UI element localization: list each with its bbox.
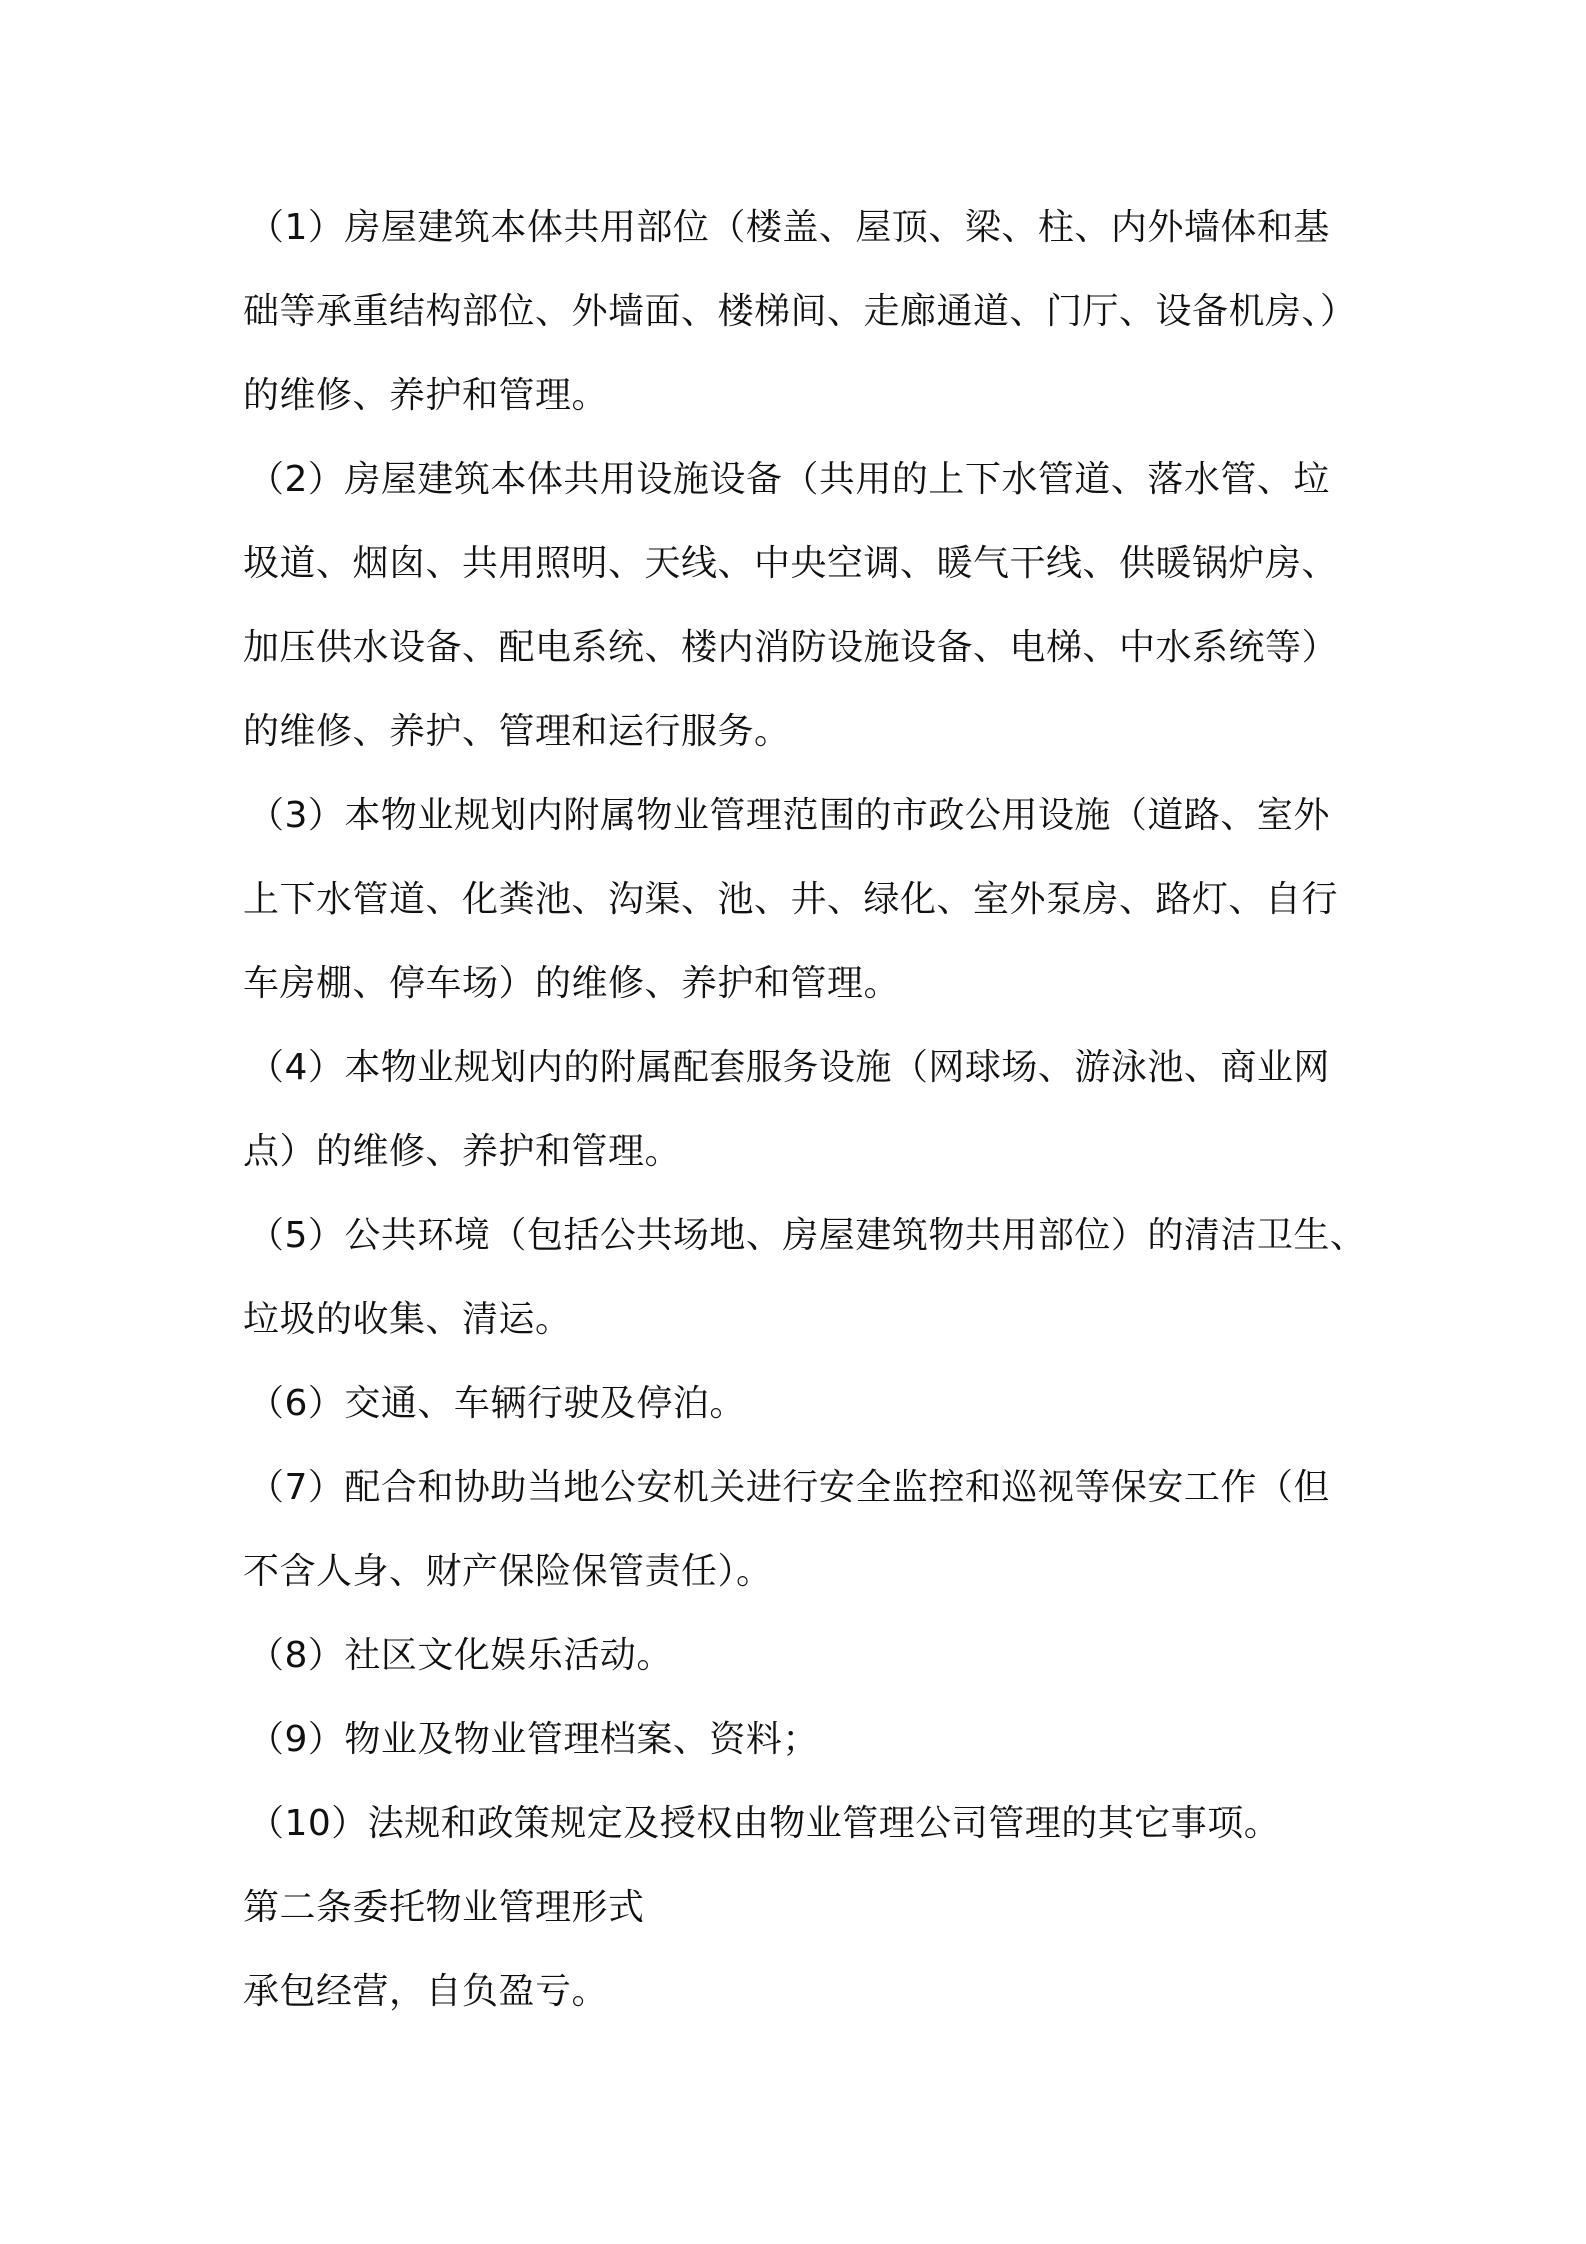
clause-10-line-1: （10）法规和政策规定及授权由物业管理公司管理的其它事项。 — [248, 1803, 1281, 1844]
clause-3-line-3: 车房棚、停车场）的维修、养护和管理。 — [243, 963, 901, 1004]
clause-3-line-1: （3）本物业规划内附属物业管理范围的市政公用设施（道路、室外 — [248, 795, 1330, 836]
clause-2-line-4: 的维修、养护、管理和运行服务。 — [243, 711, 791, 752]
clause-2-line-1: （2）房屋建筑本体共用设施设备（共用的上下水管道、落水管、垃 — [248, 459, 1330, 500]
section-body: 承包经营，自负盈亏。 — [243, 1971, 609, 2012]
clause-2-line-3: 加压供水设备、配电系统、楼内消防设施设备、电梯、中水系统等） — [243, 627, 1339, 668]
clause-7-line-2: 不含人身、财产保险保管责任）。 — [243, 1551, 773, 1592]
clause-7-line-1: （7）配合和协助当地公安机关进行安全监控和巡视等保安工作（但 — [248, 1467, 1330, 1508]
clause-4-line-2: 点）的维修、养护和管理。 — [243, 1131, 682, 1172]
clause-2-line-2: 圾道、烟囱、共用照明、天线、中央空调、暖气干线、供暖锅炉房、 — [243, 543, 1339, 584]
clause-1-line-3: 的维修、养护和管理。 — [243, 375, 609, 416]
clause-6-line-1: （6）交通、车辆行驶及停泊。 — [248, 1383, 746, 1424]
clause-3-line-2: 上下水管道、化粪池、沟渠、池、井、绿化、室外泵房、路灯、自行 — [243, 879, 1339, 920]
clause-1-line-2: 础等承重结构部位、外墙面、楼梯间、走廊通道、门厅、设备机房、） — [243, 291, 1357, 332]
clause-8-line-1: （8）社区文化娱乐活动。 — [248, 1635, 673, 1676]
clause-1-line-1: （1）房屋建筑本体共用部位（楼盖、屋顶、梁、柱、内外墙体和基 — [248, 207, 1330, 248]
clause-5-line-1: （5）公共环境（包括公共场地、房屋建筑物共用部位）的清洁卫生、 — [248, 1215, 1367, 1256]
clause-4-line-1: （4）本物业规划内的附属配套服务设施（网球场、游泳池、商业网 — [248, 1047, 1330, 1088]
clause-5-line-2: 垃圾的收集、清运。 — [243, 1299, 572, 1340]
section-heading: 第二条委托物业管理形式 — [243, 1887, 645, 1928]
clause-9-line-1: （9）物业及物业管理档案、资料； — [248, 1719, 819, 1760]
